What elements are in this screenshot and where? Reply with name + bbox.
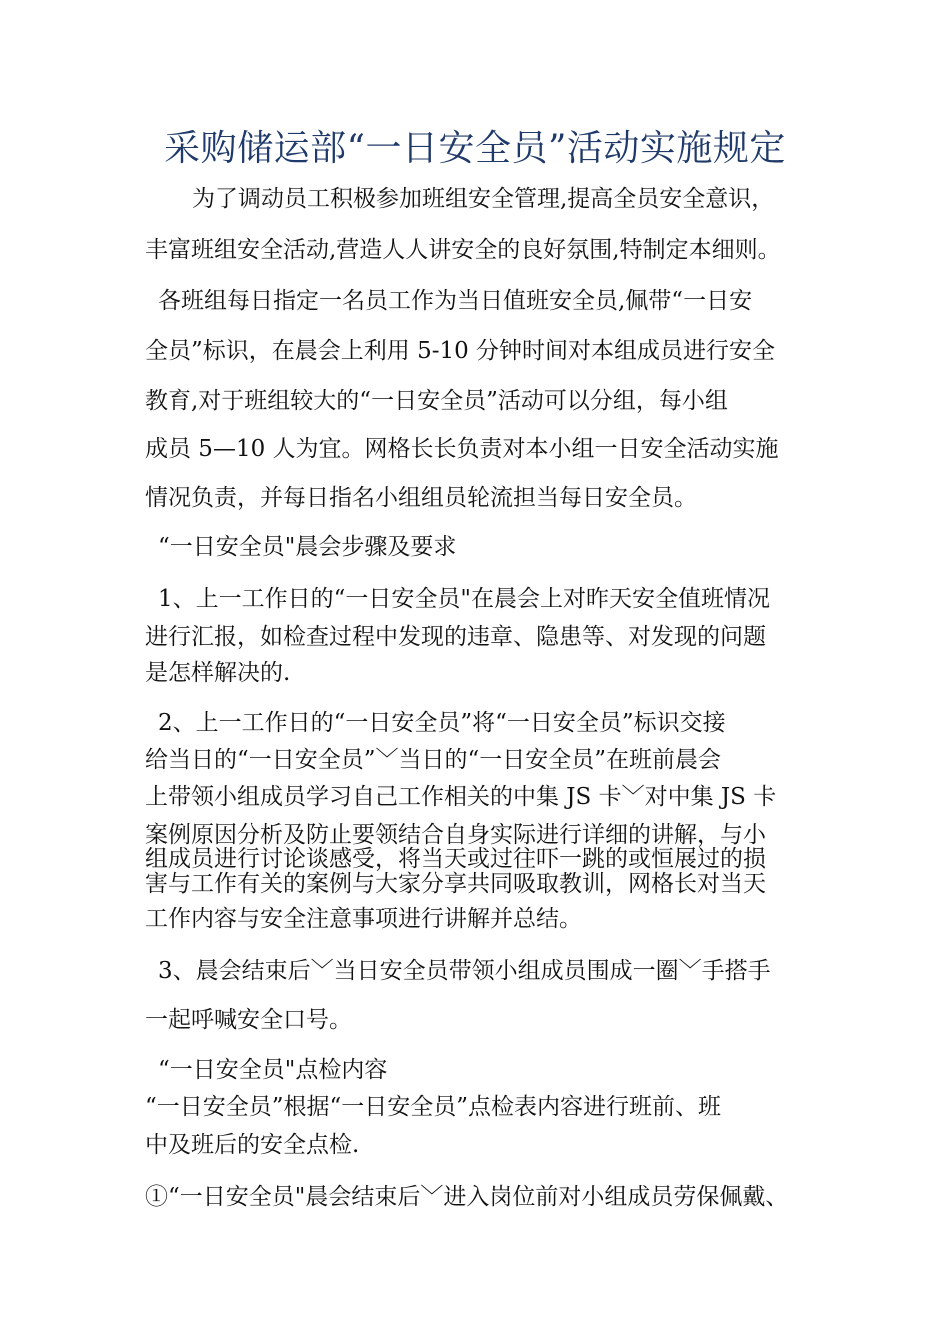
paragraph-line: 是怎样解决的.	[145, 660, 291, 686]
paragraph-line: 丰富班组安全活动,营造人人讲安全的良好氛围,特制定本细则。	[145, 237, 781, 263]
paragraph-line: 给当日的“一日安全员”﹀当日的“一日安全员”在班前晨会	[145, 747, 722, 773]
paragraph-line: ①“一日安全员"晨会结束后﹀进入岗位前对小组成员劳保佩戴、	[145, 1184, 789, 1210]
paragraph-line: 害与工作有关的案例与大家分享共同吸取教训，网格长对当天	[145, 871, 766, 897]
document-title: 采购储运部“一日安全员”活动实施规定	[164, 128, 786, 169]
paragraph-line: 3、晨会结束后﹀当日安全员带领小组成员围成一圈﹀手搭手	[158, 958, 771, 984]
paragraph-line: 2、上一工作日的“一日安全员”将“一日安全员”标识交接	[158, 710, 726, 736]
section-heading: “一日安全员"点检内容	[158, 1057, 388, 1083]
paragraph-line: “一日安全员”根据“一日安全员”点检表内容进行班前、班	[145, 1094, 722, 1120]
section-heading: “一日安全员"晨会步骤及要求	[158, 534, 457, 560]
paragraph-line: 上带领小组成员学习自己工作相关的中集 JS 卡﹀对中集 JS 卡	[145, 784, 777, 810]
paragraph-line: 全员”标识，在晨会上利用 5-10 分钟时间对本组成员进行安全	[145, 338, 776, 364]
paragraph-line: 教育,对于班组较大的“一日安全员”活动可以分组，每小组	[145, 388, 728, 414]
paragraph-line: 中及班后的安全点检.	[145, 1132, 360, 1158]
paragraph-line: 各班组每日指定一名员工作为当日值班安全员,佩带“一日安	[158, 288, 753, 314]
paragraph-line: 案例原因分析及防止要领结合自身实际进行详细的讲解，与小	[145, 822, 766, 848]
paragraph-line: 一起呼喊安全口号。	[145, 1007, 352, 1033]
paragraph-line: 1、上一工作日的“一日安全员"在晨会上对昨天安全值班情况	[158, 586, 770, 612]
paragraph-line: 工作内容与安全注意事项进行讲解并总结。	[145, 906, 582, 932]
paragraph-line: 进行汇报，如检查过程中发现的违章、隐患等、对发现的问题	[145, 624, 766, 650]
paragraph-line: 为了调动员工积极参加班组安全管理,提高全员安全意识，	[192, 186, 775, 212]
paragraph-line: 情况负责，并每日指名小组组员轮流担当每日安全员。	[145, 485, 697, 511]
paragraph-line: 成员 5—10 人为宜。网格长长负责对本小组一日安全活动实施	[145, 436, 779, 462]
paragraph-line: 组成员进行讨论谈感受，将当天或过往吓一跳的或恒展过的损	[145, 846, 766, 872]
